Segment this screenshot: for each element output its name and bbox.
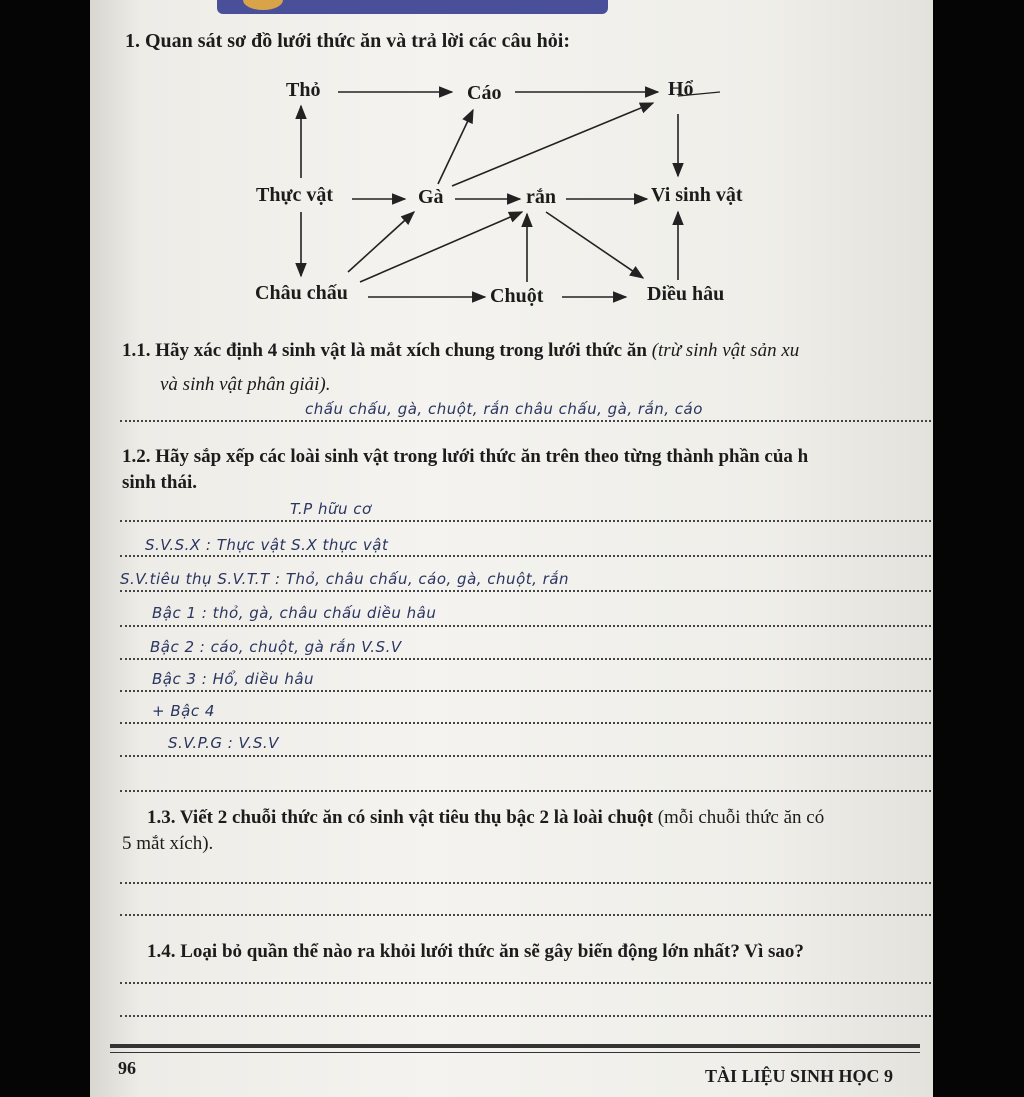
answer-line <box>120 690 933 692</box>
question-1-2-line2: sinh thái. <box>122 472 197 493</box>
question-1-1-text: 1.1. Hãy xác định 4 sinh vật là mắt xích chung trong lưới thức ăn <box>122 340 647 361</box>
handwritten-answer-1-2-5: Bậc 2 : cáo, chuột, gà rắn V.S.V <box>150 638 402 656</box>
node-chau-chau: Châu chấu <box>255 282 348 304</box>
edge-chauchau-ran <box>360 212 522 282</box>
handwritten-answer-1-2-1: T.P hữu cơ <box>290 500 372 518</box>
edge-ran-dieuhau <box>546 212 643 278</box>
node-tho: Thỏ <box>286 79 321 101</box>
node-chuot: Chuột <box>490 285 544 307</box>
answer-line <box>120 755 933 757</box>
question-1-3-line2: 5 mắt xích). <box>122 833 214 854</box>
answer-line <box>120 790 933 792</box>
handwritten-answer-1-1: chấu chấu, gà, chuột, rắn châu chấu, gà, rắn, cáo <box>305 400 703 418</box>
node-ho: Hổ <box>668 78 694 100</box>
handwritten-answer-1-2-7: + Bậc 4 <box>152 702 215 720</box>
answer-line <box>120 914 933 916</box>
question-1-2: 1.2. Hãy sắp xếp các loài sinh vật trong lưới thức ăn trên theo từng thành phần của h <box>122 446 809 467</box>
node-dieu-hau: Diều hâu <box>647 283 725 305</box>
answer-line <box>120 520 933 522</box>
food-web-diagram <box>90 0 933 330</box>
answer-line <box>120 982 933 984</box>
answer-line <box>120 625 933 627</box>
book-title: TÀI LIỆU SINH HỌC 9 <box>705 1066 894 1086</box>
handwritten-answer-1-2-4: Bậc 1 : thỏ, gà, châu chấu diều hâu <box>152 604 437 622</box>
question-1-1-note: (trừ sinh vật sản xu <box>651 340 800 361</box>
question-1-title: 1. Quan sát sơ đồ lưới thức ăn và trả lời các câu hỏi: <box>125 30 571 52</box>
edge-ga-cao <box>438 110 473 184</box>
node-thuc-vat: Thực vật <box>256 184 334 206</box>
edge-ga-ho <box>452 103 653 186</box>
footer-rule <box>110 1044 920 1048</box>
answer-line <box>120 590 933 592</box>
question-1-1-line2: và sinh vật phân giải). <box>160 374 331 395</box>
node-vi-sinh-vat: Vi sinh vật <box>651 184 743 206</box>
node-ran: rắn <box>526 186 556 208</box>
node-ga: Gà <box>418 186 444 208</box>
question-1-3-note: (mỗi chuỗi thức ăn có <box>657 807 825 828</box>
page-number: 96 <box>118 1058 136 1078</box>
answer-line <box>120 555 933 557</box>
answer-line <box>120 722 933 724</box>
worksheet-page <box>90 0 933 1097</box>
answer-line <box>120 882 933 884</box>
answer-line <box>120 658 933 660</box>
answer-line <box>120 1015 933 1017</box>
node-cao: Cáo <box>467 82 502 104</box>
answer-line <box>120 420 933 422</box>
question-1-4: 1.4. Loại bỏ quần thể nào ra khỏi lưới thức ăn sẽ gây biến động lớn nhất? Vì sao? <box>147 941 804 962</box>
question-1-3-text: 1.3. Viết 2 chuỗi thức ăn có sinh vật tiêu thụ bậc 2 là loài chuột <box>147 807 653 828</box>
handwritten-answer-1-2-6: Bậc 3 : Hổ, diều hâu <box>152 670 315 688</box>
footer-rule <box>110 1052 920 1053</box>
question-1-3 <box>147 807 824 829</box>
handwritten-answer-1-2-2: S.V.S.X : Thực vật S.X thực vật <box>145 536 389 554</box>
question-1-1 <box>122 340 799 362</box>
handwritten-answer-1-2-3: S.V.tiêu thụ S.V.T.T : Thỏ, châu chấu, cáo, gà, chuột, rắn <box>120 570 570 588</box>
handwritten-answer-1-2-8: S.V.P.G : V.S.V <box>168 734 279 752</box>
